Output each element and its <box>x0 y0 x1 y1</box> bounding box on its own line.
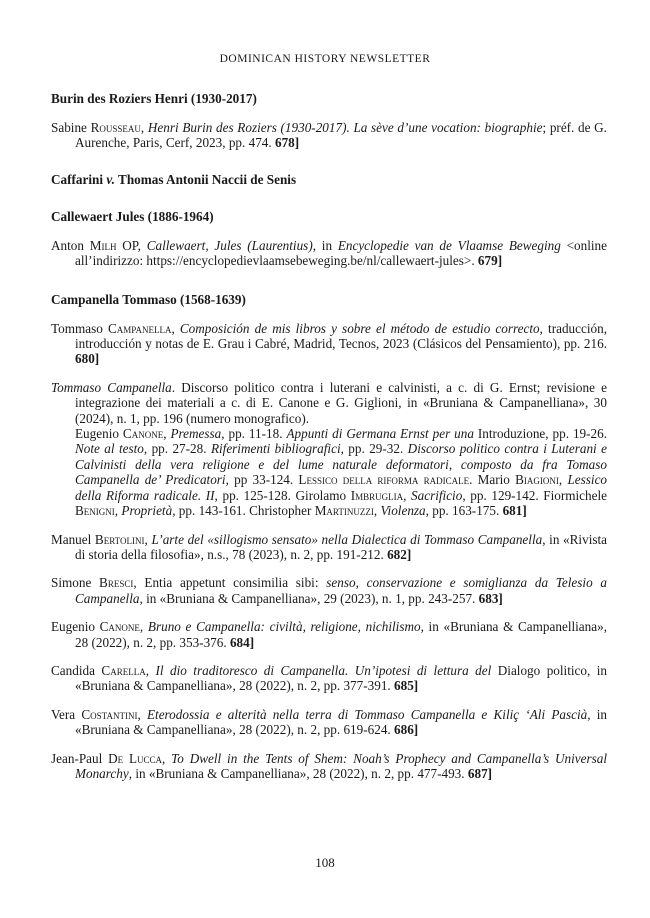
author-surname: Canone <box>122 426 164 442</box>
entry-number: 683] <box>478 590 503 606</box>
heading-text: Caffarini <box>51 171 107 187</box>
entry-text: , <box>403 487 412 503</box>
entry-text: , in <box>312 237 338 253</box>
author-surname: Biagioni <box>515 472 559 488</box>
entry-title: Henri Burin des Roziers (1930-2017). La sève d’une vocation: biographie <box>147 120 543 135</box>
entry-text: Jean-Paul <box>51 750 109 766</box>
entry-number: 687] <box>467 765 493 781</box>
entry-title: Sacrificio <box>411 487 463 503</box>
section-heading-campanella: Campanella Tommaso (1568-1639) <box>51 291 246 307</box>
entry-text: Anton <box>51 237 90 253</box>
entry-number: 685] <box>394 678 419 694</box>
author-surname: Imbruglia <box>350 487 404 503</box>
entry-text: , <box>137 706 147 722</box>
entry-text: , in «Bruniana & Campanelliana», 28 (2022), n. 2, pp. 353-376. <box>75 619 607 650</box>
entry-text: , pp. 125-128. Girolamo <box>214 487 351 503</box>
entry-text: , <box>139 619 148 635</box>
entry-text: , <box>163 426 171 442</box>
entry-title: Riferimenti bibliografici <box>210 441 341 457</box>
entry-text: , pp. 163-175. <box>425 503 503 519</box>
entry-title: L’arte del «sillogismo sensato» nella Dialectica di Tommaso Campanella <box>151 531 543 547</box>
entry-text: , pp. 11-18. <box>221 426 287 442</box>
entry-title: Callewaert, Jules (Laurentius) <box>146 237 313 253</box>
bib-entry-684 <box>51 619 607 650</box>
entry-text: Dialogo politico, in «Bruniana & Campanelliana», 28 (2022), n. 2, pp. 377-391. <box>75 662 608 694</box>
entry-text: <online all’indirizzo: https://encyclopedievlaamsebeweging.be/nl/callewaert-jules>. <box>75 237 607 269</box>
entry-number: 678] <box>274 135 300 151</box>
entry-source: Encyclopedie van de Vlaamse Beweging <box>337 237 561 253</box>
section-heading-caffarini <box>51 171 607 188</box>
entry-text: . Discorso politico contra i luterani e calvinisti, a c. di G. Ernst; revisione e integrazione dei materiali a c. di E. Canone e G. Giglioni, in «Bruniana & Campanelliana», 30 (2024), n. 1, pp. 196 (numero monografico). <box>75 379 607 426</box>
entry-text: Candida <box>51 662 102 678</box>
entry-text: Manuel <box>51 531 95 547</box>
entry-text: Eugenio <box>75 426 123 442</box>
bibliography-body <box>51 90 607 781</box>
entry-title: Il dio traditoresco di Campanella. Un’ipotesi di lettura del <box>155 662 492 678</box>
entry-title: Proprietà <box>121 503 173 519</box>
entry-text: , in «Bruniana & Campanelliana», 29 (2023), n. 1, pp. 243-257. <box>139 590 479 606</box>
entry-text: Eugenio <box>51 619 100 635</box>
bib-entry-681 <box>51 380 607 519</box>
bib-entry-686 <box>51 707 607 738</box>
bib-entry-685 <box>51 663 607 694</box>
entry-text: Sabine <box>51 120 91 135</box>
entry-text: , <box>171 320 180 336</box>
entry-text: , in «Bruniana & Campanelliana», 28 (2022), n. 2, pp. 619-624. <box>75 706 607 738</box>
entry-text: , <box>114 503 122 519</box>
author-surname: Martinuzzi <box>314 503 374 519</box>
author-surname: Campanella <box>107 320 172 336</box>
entry-text: OP, <box>116 237 147 253</box>
bib-entry-687 <box>51 751 607 782</box>
heading-vide: v. <box>106 171 115 187</box>
entry-number: 684] <box>229 634 255 650</box>
entry-text: , pp. 143-161. Christopher <box>172 503 315 519</box>
entry-title: senso, conservazione e somiglianza da Telesio a Campanella <box>75 575 608 606</box>
entry-text: Introduzione, pp. 19-26. <box>473 426 608 442</box>
entry-number: 679] <box>477 253 503 269</box>
entry-text: ; préf. de G. Aurenche, Paris, Cerf, 2023, pp. 474. <box>75 120 607 151</box>
entry-text: Tommaso <box>51 320 108 336</box>
author-surname: Costantini <box>81 706 138 722</box>
author-surname: Canone <box>99 619 140 635</box>
page-number: 108 <box>315 855 335 870</box>
heading-text: Thomas Antonii Naccii de Senis <box>114 171 297 187</box>
entry-title: To Dwell in the Tents of Shem: Noah’s Prophecy and Campanella’s Universal Monarchy <box>75 750 608 781</box>
author-surname: Benigni <box>75 503 115 519</box>
entry-number: 681] <box>502 503 527 519</box>
entry-number: 680] <box>75 351 100 367</box>
entry-text: Simone <box>51 575 100 591</box>
bib-entry-679 <box>51 238 607 269</box>
entry-title: Lessico della Riforma radicale. II <box>75 472 608 503</box>
entry-text: , in «Rivista di storia della filosofia», n.s., 78 (2023), n. 2, pp. 191-212. <box>75 531 608 562</box>
entry-title: Tommaso Campanella <box>51 379 172 395</box>
author-surname: Bertolini <box>94 531 145 547</box>
entry-title: Violenza <box>380 503 426 519</box>
entry-text: , <box>140 120 148 135</box>
entry-text: , <box>145 662 156 678</box>
entry-title: Note al testo <box>75 441 144 457</box>
entry-text: , pp 33-124. <box>225 472 299 488</box>
author-surname: Bresci <box>99 575 134 591</box>
entry-title: Eterodossia e alterità nella terra di Tommaso Campanella e Kiliç ‘Ali Pascià <box>146 706 588 722</box>
entry-title: Premessa <box>170 426 222 442</box>
entry-number: 682] <box>387 546 412 562</box>
bib-entry-682 <box>51 532 607 563</box>
entry-text: , pp. 129-142. Fiormichele <box>462 487 607 503</box>
entry-text: , <box>144 531 152 547</box>
bib-entry-683 <box>51 575 607 606</box>
entry-title: Composición de mis libros y sobre el método de estudio correcto <box>179 320 540 336</box>
entry-title: Discorso politico contra i Luterani e Calvinisti della vera religione e del lume naturale deformatori, composto da fra Tomaso Campanella de’ Predicatori <box>75 441 607 488</box>
author-surname: Milh <box>89 237 117 253</box>
author-surname: Rousseau <box>90 120 141 135</box>
entry-title: Bruno e Campanella: civiltà, religione, nichilismo <box>147 619 421 635</box>
entry-text: . Mario <box>469 472 516 488</box>
entry-number: 686] <box>394 722 419 738</box>
entry-text: , pp. 29-32. <box>340 441 408 457</box>
section-heading-burin: Burin des Roziers Henri (1930-2017) <box>51 91 257 106</box>
entry-text: Vera <box>51 706 82 722</box>
entry-text: , <box>558 472 568 488</box>
entry-title: Appunti di Germana Ernst per una <box>286 426 474 442</box>
section-heading-callewaert: Callewaert Jules (1886-1964) <box>51 208 214 224</box>
running-head: DOMINICAN HISTORY NEWSLETTER <box>219 53 431 65</box>
section-title: Lessico della riforma radicale <box>298 472 470 488</box>
author-surname: De Lucca <box>108 750 163 766</box>
entry-text: , pp. 27-28. <box>143 441 211 457</box>
bib-entry-678 <box>51 120 607 151</box>
bib-entry-680 <box>51 321 607 367</box>
author-surname: Carella <box>101 662 146 678</box>
entry-text: , in «Bruniana & Campanelliana», 28 (2022), n. 2, pp. 477-493. <box>128 765 468 781</box>
entry-text: , traducción, introducción y notas de E. Grau i Cabré, Madrid, Tecnos, 2023 (Clásicos del Pensamiento), pp. 216. <box>75 320 608 352</box>
entry-text: , <box>162 750 172 766</box>
entry-text: , Entia appetunt consimilia sibi: <box>133 575 327 591</box>
entry-text: , <box>373 503 381 519</box>
